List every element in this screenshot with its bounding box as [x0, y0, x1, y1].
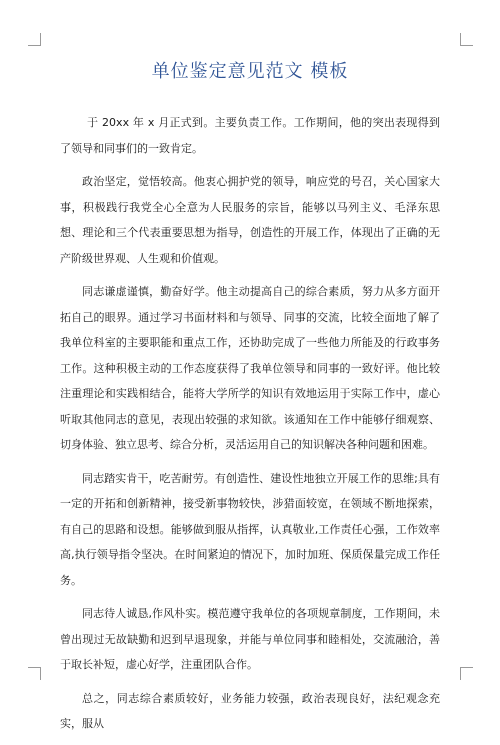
crop-mark-top-right [460, 33, 473, 46]
paragraph-diligence: 同志踏实肯干，吃苦耐劳。有创造性、建设性地独立开展工作的思维;具有一定的开拓和创新精神，接受新事物较快，涉猎面较宽，在领域不断地探索，有自己的思路和设想。能够做到服从指挥，认真敬业,工作责任心强，工作效率高,执行领导指令坚决。在时间紧迫的情况下，加时加班、保质保量完成工作任务。 [60, 471, 440, 587]
paragraph-intro: 于 20xx 年 x 月正式到。主要负责工作。工作期间，他的突出表现得到了领导和同事们的一致肯定。 [60, 116, 440, 155]
paragraph-conduct: 同志待人诚恳,作风朴实。模范遵守我单位的各项规章制度，工作期间，未曾出现过无故缺勤和迟到早退现象，并能与单位同事和睦相处，交流融洽，善于取长补短，虚心好学，注重团队合作。 [60, 607, 440, 671]
paragraph-politics: 政治坚定，觉悟较高。他衷心拥护党的领导，响应党的号召，关心国家大事，积极践行我党全心全意为人民服务的宗旨，能够以马列主义、毛泽东思想、理论和三个代表重要思想为指导，创造性的开展工作，体现出了正确的无产阶级世界观、人生观和价值观。 [60, 175, 440, 265]
document-body [60, 110, 440, 745]
paragraph-summary: 总之，同志综合素质较好，业务能力较强，政治表现良好，法纪观念充实，服从 [60, 691, 440, 730]
document-title: 单位鉴定意见范文 模板 [151, 61, 349, 82]
crop-mark-bottom-right [460, 667, 473, 680]
crop-mark-bottom-left [28, 667, 41, 680]
crop-mark-top-left [28, 33, 41, 46]
paragraph-learning: 同志谦虚谨慎，勤奋好学。他主动提高自己的综合素质，努力从多方面开拓自己的眼界。通过学习书面材料和与领导、同事的交流，比较全面地了解了我单位科室的主要职能和重点工作，还协助完成了一些他力所能及的行政事务工作。这种积极主动的工作态度获得了我单位领导和同事的一致好评。他比较注重理论和实践相结合，能将大学所学的知识有效地运用于实际工作中，虚心听取其他同志的意见，表现出较强的求知欲。该通知在工作中能够仔细观察、切身体验、独立思考、综合分析，灵活运用自己的知识解决各种问题和困难。 [60, 285, 440, 451]
